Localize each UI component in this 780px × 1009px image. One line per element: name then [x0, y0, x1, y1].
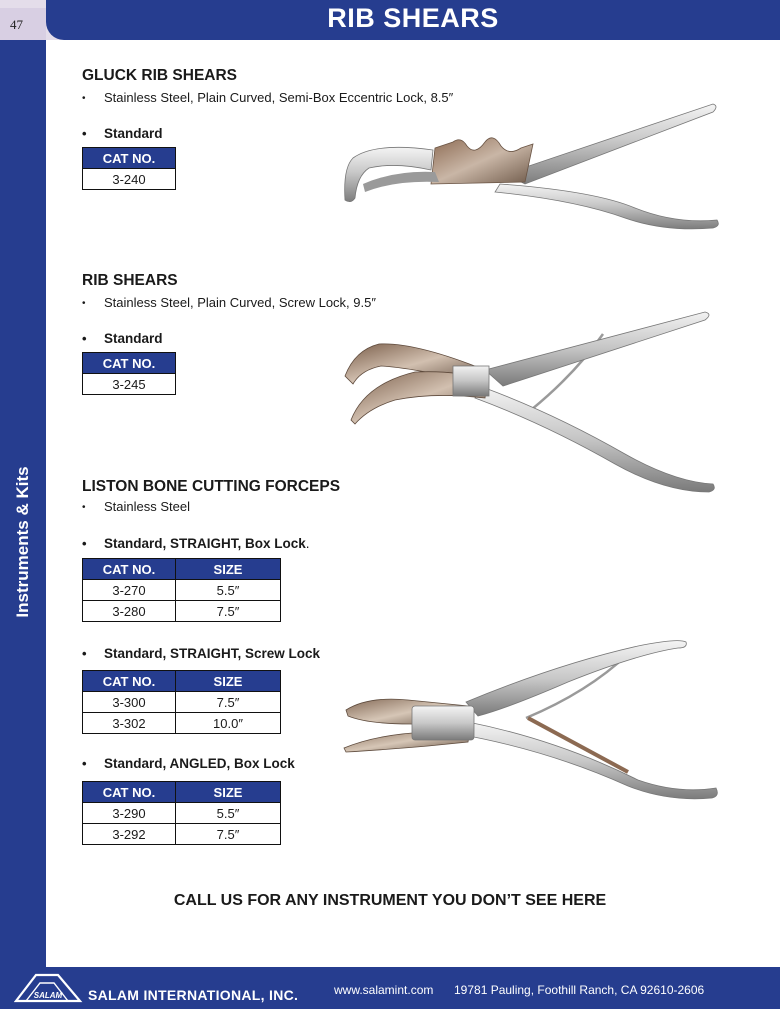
catalog-table [82, 147, 176, 190]
column-header: SIZE [176, 559, 281, 580]
catalog-table [82, 781, 281, 845]
section-heading: GLUCK RIB SHEARS [82, 67, 238, 84]
cat-no-cell: 3-240 [83, 169, 176, 190]
table-row [83, 713, 281, 734]
page-title: RIB SHEARS [327, 3, 499, 33]
size-cell: 5.5″ [176, 803, 281, 824]
catalog-table [82, 352, 176, 395]
cat-no-cell: 3-245 [83, 374, 176, 395]
table-row [83, 601, 281, 622]
liston-bone-cutting-forceps-image [338, 630, 723, 806]
website-link[interactable]: www.salamint.com [334, 983, 434, 997]
table-row [83, 169, 176, 190]
column-header: SIZE [176, 782, 281, 803]
variant-label: • Standard [82, 331, 163, 346]
column-header: CAT NO. [83, 353, 176, 374]
column-header: CAT NO. [83, 148, 176, 169]
cat-no-cell: 3-290 [83, 803, 176, 824]
section-heading: RIB SHEARS [82, 272, 178, 289]
catalog-table [82, 670, 281, 734]
size-cell: 7.5″ [176, 692, 281, 713]
sidebar-label: Instruments & Kits [13, 466, 32, 618]
gluck-rib-shears-image [335, 96, 730, 236]
column-header: SIZE [176, 671, 281, 692]
cat-no-cell: 3-270 [83, 580, 176, 601]
title-bar [46, 0, 780, 40]
cat-no-cell: 3-280 [83, 601, 176, 622]
cat-no-cell: 3-300 [83, 692, 176, 713]
variant-label: • Standard, ANGLED, Box Lock [82, 756, 295, 771]
sidebar [0, 40, 46, 967]
table-row [83, 824, 281, 845]
salam-logo-icon [14, 973, 84, 1003]
logo-text: SALAM [33, 991, 63, 1000]
section-description: • Stainless Steel, Plain Curved, Semi-Box Eccentric Lock, 8.5″ [82, 90, 454, 105]
variant-label: • Standard, STRAIGHT, Box Lock. [82, 536, 310, 551]
catalog-table [82, 558, 281, 622]
column-header: CAT NO. [83, 559, 176, 580]
cat-no-cell: 3-292 [83, 824, 176, 845]
size-cell: 10.0″ [176, 713, 281, 734]
call-to-action: CALL US FOR ANY INSTRUMENT YOU DON’T SEE HERE [173, 892, 607, 909]
section-heading: LISTON BONE CUTTING FORCEPS [82, 478, 341, 495]
company-address: 19781 Pauling, Foothill Ranch, CA 92610-2606 [454, 983, 705, 997]
variant-label: • Standard [82, 126, 163, 141]
section-description: • Stainless Steel [82, 499, 190, 514]
table-row [83, 692, 281, 713]
variant-label: • Standard, STRAIGHT, Screw Lock [82, 646, 321, 661]
company-name: SALAM INTERNATIONAL, INC. [88, 987, 299, 1003]
table-row [83, 803, 281, 824]
size-cell: 7.5″ [176, 824, 281, 845]
table-row [83, 374, 176, 395]
cat-no-cell: 3-302 [83, 713, 176, 734]
column-header: CAT NO. [83, 782, 176, 803]
page-number-tab [0, 8, 46, 40]
table-row [83, 580, 281, 601]
section-description: • Stainless Steel, Plain Curved, Screw Lock, 9.5″ [82, 295, 376, 310]
page-number: 47 [10, 17, 23, 32]
column-header: CAT NO. [83, 671, 176, 692]
footer [0, 967, 780, 1009]
size-cell: 5.5″ [176, 580, 281, 601]
rib-shears-image [335, 304, 730, 500]
size-cell: 7.5″ [176, 601, 281, 622]
